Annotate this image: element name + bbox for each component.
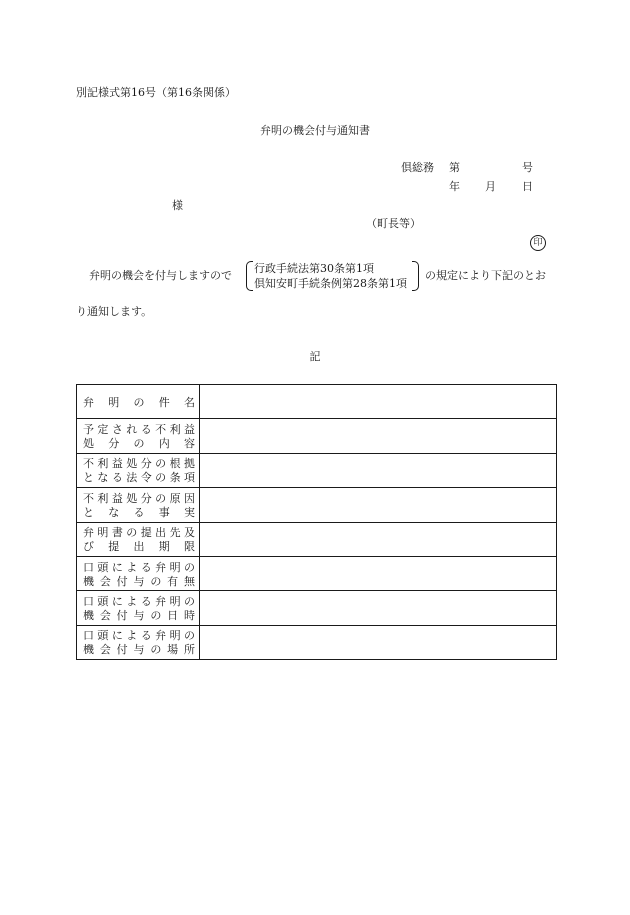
row-label — [77, 625, 200, 659]
bracket-left — [246, 261, 253, 291]
date-year-label: 年 — [449, 180, 460, 193]
reference-org: 倶総務 — [401, 161, 434, 174]
row-label-text: 機会付与の有無 — [83, 574, 195, 588]
row-label-text: 口頭による弁明の — [83, 560, 195, 574]
document-title: 弁明の機会付与通知書 — [260, 124, 370, 137]
ki-label: 記 — [309, 350, 321, 363]
table-row — [77, 522, 557, 556]
date-day-label: 日 — [522, 180, 533, 193]
table-row — [77, 591, 557, 625]
row-label — [77, 556, 200, 590]
row-label-line — [83, 526, 195, 540]
row-label-line — [83, 423, 195, 437]
row-label-line — [83, 492, 195, 506]
row-label-line — [83, 643, 195, 657]
row-label-text: 不利益処分の原因 — [83, 491, 195, 505]
bracket-right — [412, 261, 419, 291]
row-label-line — [83, 437, 195, 451]
law-option: 倶知安町手続条例第28条第1項 — [254, 277, 407, 290]
row-label-text: 弁 明 の 件 名 — [83, 395, 195, 409]
reference-go: 号 — [522, 161, 533, 174]
row-label-text: 口頭による弁明の — [83, 629, 195, 643]
row-label-line — [83, 629, 195, 643]
body-text-continuation: り通知します。 — [76, 305, 153, 318]
row-label-text: 予定される不利益 — [83, 423, 195, 437]
seal-icon: 印 — [530, 235, 546, 251]
date-month-label: 月 — [485, 180, 496, 193]
items-table — [76, 384, 557, 660]
form-number: 別記様式第16号（第16条関係） — [76, 86, 236, 99]
row-label-line — [83, 396, 195, 410]
row-label-text: 処 分 の 内 容 — [83, 437, 195, 451]
row-label-line — [83, 609, 195, 623]
row-label — [77, 522, 200, 556]
row-label-line — [83, 561, 195, 575]
row-label — [77, 419, 200, 453]
row-label-text: 機会付与の場所 — [83, 643, 195, 657]
row-label-line — [83, 457, 195, 471]
row-label-text: び 提 出 期 限 — [83, 540, 195, 554]
row-value-field[interactable] — [200, 522, 557, 556]
table-row — [77, 556, 557, 590]
row-label-text: となる法令の条項 — [83, 471, 195, 485]
row-label-line — [83, 575, 195, 589]
row-label — [77, 385, 200, 419]
table-row — [77, 419, 557, 453]
row-label-line — [83, 540, 195, 554]
row-value-field[interactable] — [200, 625, 557, 659]
addressee-honorific: 様 — [172, 199, 183, 212]
table-row — [77, 488, 557, 522]
row-value-field[interactable] — [200, 453, 557, 487]
body-text-post: の規定により下記のとお — [425, 269, 546, 282]
row-label — [77, 453, 200, 487]
row-value-field[interactable] — [200, 556, 557, 590]
row-label-line — [83, 506, 195, 520]
row-label-text: 弁明書の提出先及 — [83, 526, 195, 540]
row-label — [77, 488, 200, 522]
row-label-text: 不利益処分の根拠 — [83, 457, 195, 471]
row-value-field[interactable] — [200, 488, 557, 522]
row-value-field[interactable] — [200, 385, 557, 419]
law-option: 行政手続法第30条第1項 — [254, 262, 374, 275]
row-value-field[interactable] — [200, 591, 557, 625]
body-text-pre: 弁明の機会を付与しますので — [89, 269, 232, 282]
table-row — [77, 453, 557, 487]
row-value-field[interactable] — [200, 419, 557, 453]
table-row — [77, 625, 557, 659]
sender-title: （町長等） — [366, 217, 421, 230]
reference-dai: 第 — [449, 161, 460, 174]
row-label-text: 口頭による弁明の — [83, 595, 195, 609]
table-row — [77, 385, 557, 419]
row-label-line — [83, 595, 195, 609]
row-label-text: 機会付与の日時 — [83, 609, 195, 623]
row-label-text: と な る 事 実 — [83, 505, 195, 519]
row-label — [77, 591, 200, 625]
row-label-line — [83, 471, 195, 485]
